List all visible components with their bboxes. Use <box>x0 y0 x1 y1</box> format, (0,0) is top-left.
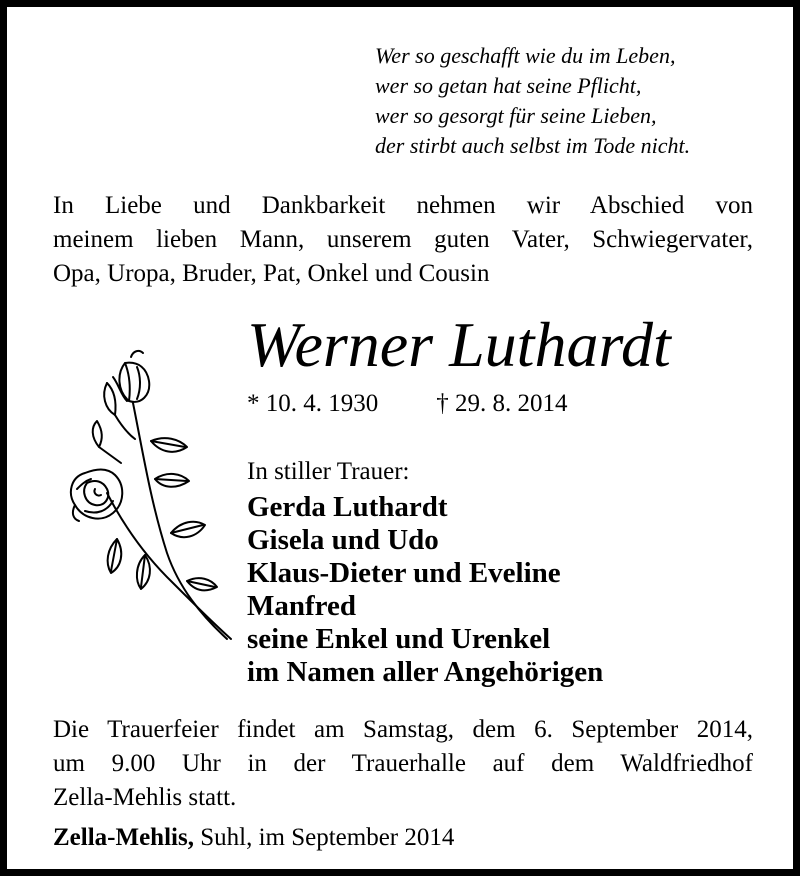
funeral-info <box>53 713 753 815</box>
mourner-name: Manfred <box>247 590 357 622</box>
intro-line: In Liebe und Dankbarkeit nehmen wir Abschied von <box>53 192 753 219</box>
poem-line: wer so gesorgt für seine Lieben, <box>375 103 657 128</box>
mourner-name: Gisela und Udo <box>247 524 439 556</box>
funeral-line: Zella-Mehlis statt. <box>53 784 237 811</box>
intro-text <box>53 189 753 291</box>
mourners-list <box>247 491 603 689</box>
mourner-name: Klaus-Dieter und Eveline <box>247 557 561 589</box>
poem-line: Wer so geschafft wie du im Leben, <box>375 43 676 68</box>
poem <box>375 41 690 161</box>
closing-place: Zella-Mehlis, <box>53 824 194 851</box>
closing-line <box>53 821 454 855</box>
mourner-name: im Namen aller Angehörigen <box>247 656 604 688</box>
birth-date: * 10. 4. 1930 <box>247 390 379 417</box>
mourner-name: Gerda Luthardt <box>247 491 448 523</box>
mourner-name: seine Enkel und Urenkel <box>247 623 551 655</box>
closing-rest: Suhl, im September 2014 <box>193 824 455 851</box>
funeral-line: um 9.00 Uhr in der Trauerhalle auf dem Waldfriedhof <box>53 750 753 777</box>
poem-line: der stirbt auch selbst im Tode nicht. <box>375 133 691 158</box>
rose-illustration-icon <box>55 343 245 643</box>
life-dates <box>247 387 568 421</box>
deceased-name: Werner Luthardt <box>247 309 671 380</box>
funeral-line: Die Trauerfeier findet am Samstag, dem 6. September 2014, <box>53 716 753 743</box>
intro-line: Opa, Uropa, Bruder, Pat, Onkel und Cousin <box>53 260 490 287</box>
death-date: † 29. 8. 2014 <box>436 390 568 417</box>
intro-line: meinem lieben Mann, unserem guten Vater, Schwiegervater, <box>53 226 753 253</box>
mourners-label: In stiller Trauer: <box>247 458 410 485</box>
poem-line: wer so getan hat seine Pflicht, <box>375 73 642 98</box>
